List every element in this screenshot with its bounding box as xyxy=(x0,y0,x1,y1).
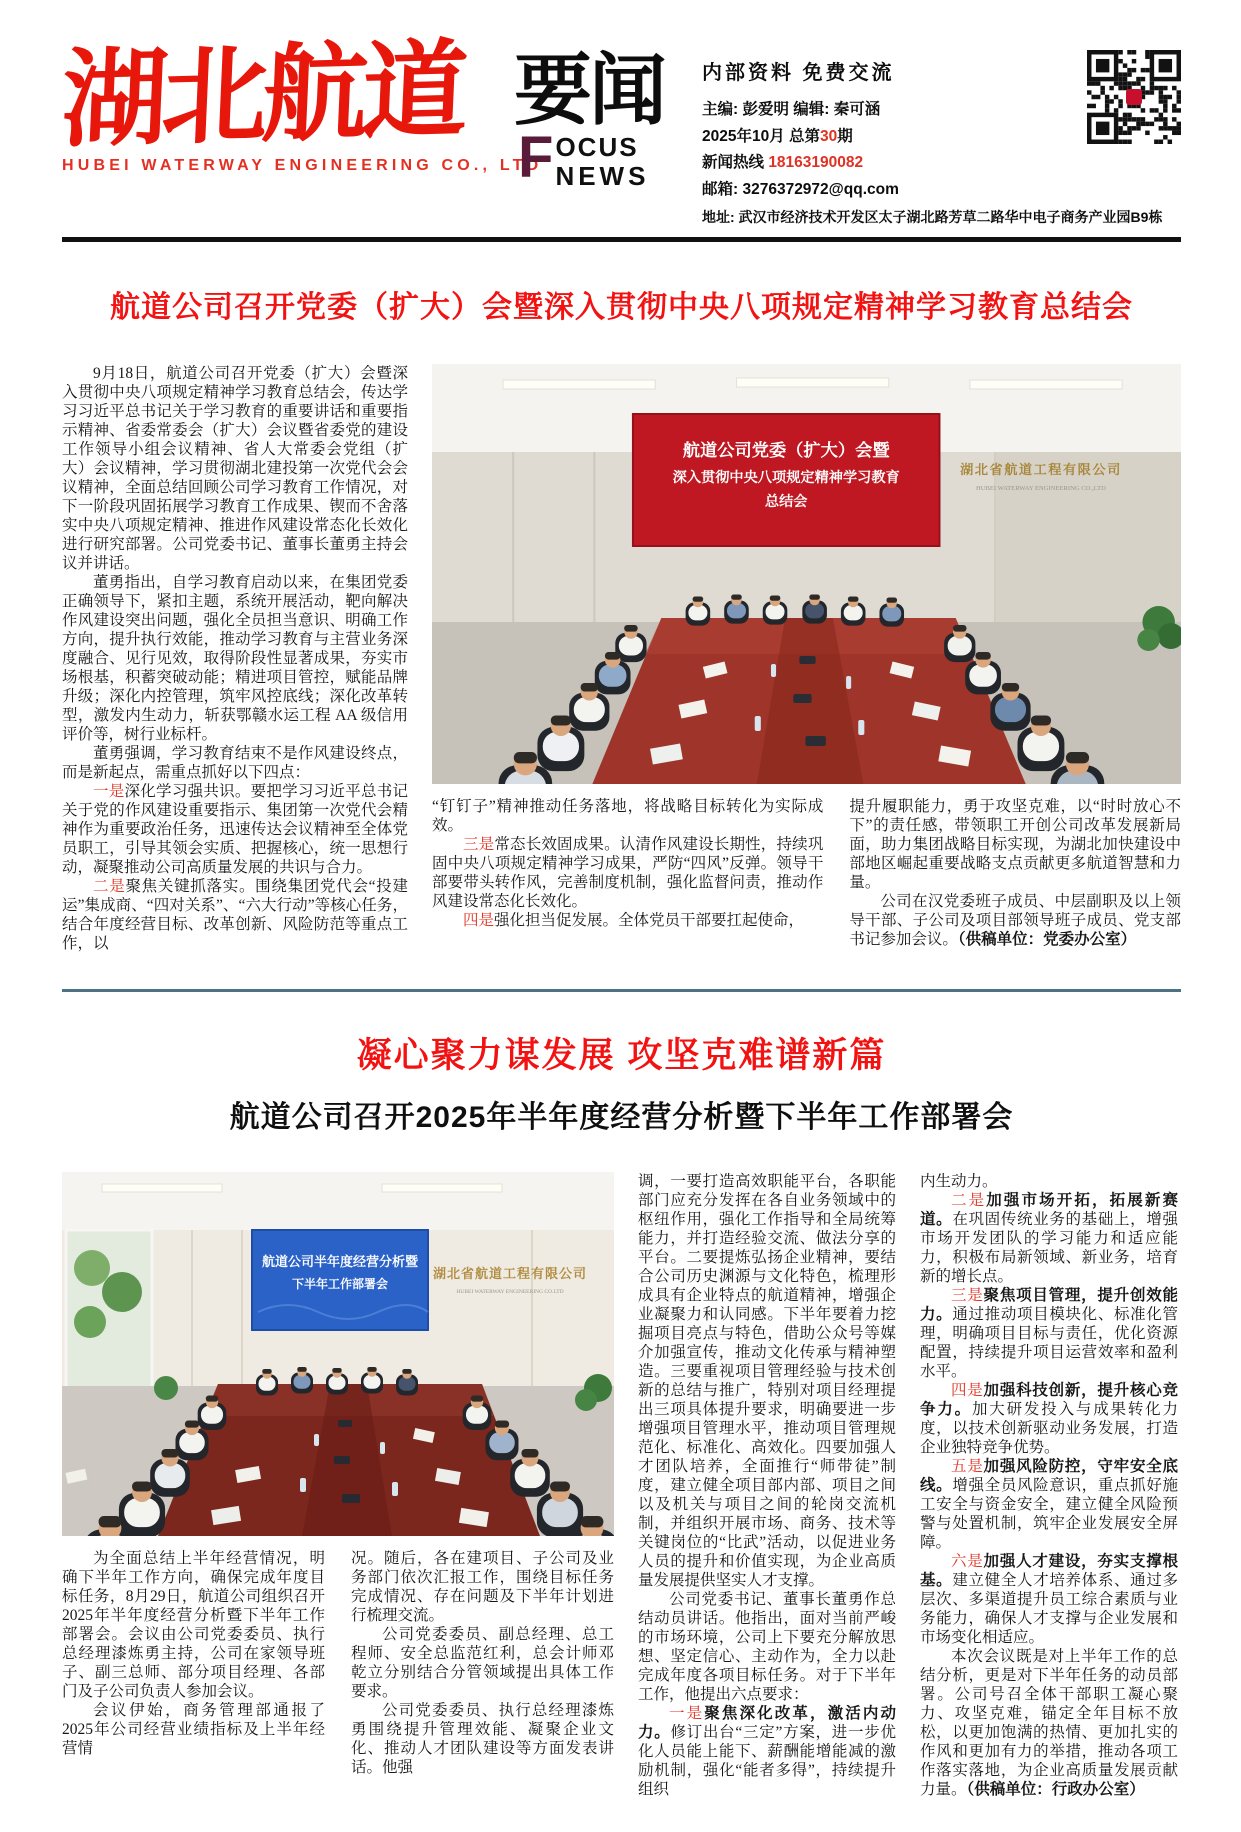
article2-headline: 航道公司召开2025年半年度经营分析暨下半年工作部署会 xyxy=(229,1100,1014,1134)
internal-notice: 内部资料 免费交流 xyxy=(702,62,895,84)
paragraph: 本次会议既是对上半年工作的总结分析，更是对下半年任务的动员部署。公司号召全体干部职工凝心聚力、攻坚克难，锚定全年目标不放松，以更加饱满的热情、更加扎实的作风和更加有力的举措，推动各项工作落实落地，为企业高质量发展贡献力量。（供稿单位：行政办公室） xyxy=(920,1647,1178,1798)
hotline-number: 18163190082 xyxy=(768,154,864,172)
issue-number: 30 xyxy=(820,127,838,145)
article2-column-2 xyxy=(351,1549,614,1777)
address-line: 地址: 武汉市经济技术开发区太子湖北路芳草二路华中电子商务产业园B9栋 xyxy=(702,208,1163,225)
article2-meeting-photo xyxy=(62,1172,614,1536)
paragraph: 会议伊始，商务管理部通报了2025年公司经营业绩指标及上半年经营情 xyxy=(62,1701,325,1757)
banner-line-2: 深入贯彻中央八项规定精神学习教育 xyxy=(672,469,900,486)
paragraph: 董勇指出，自学习教育启动以来，在集团党委正确领导下，紧扣主题，系统开展活动，靶向解决作风建设突出问题，强化全员担当意识、明确工作方向，提升执行效能，推动学习教育与主营业务深度融合、见行见效，取得阶段性显著成果，夯实市场根基，积蓄突破动能；精进项目管控，赋能品牌升级；深化内控管理，筑牢风控底线；深化改革转型，激发内生动力，斩获鄂赣水运工程 AA 级信用评价等，树行业标杆。 xyxy=(62,573,408,743)
paragraph: 五是加强风险防控，守牢安全底线。增强全员风险意识，重点抓好施工安全与资金安全，建立健全风险预警与处置机制，筑牢企业发展安全屏障。 xyxy=(920,1457,1178,1551)
article1-meeting-photo xyxy=(432,364,1181,784)
focus-news-wordmark xyxy=(518,125,684,191)
article1-headline: 航道公司召开党委（扩大）会暨深入贯彻中央八项规定精神学习教育总结会 xyxy=(110,290,1133,324)
editor-line xyxy=(702,97,1073,204)
paragraph: 内生动力。 xyxy=(920,1172,998,1190)
article1-column-2 xyxy=(432,797,823,949)
wall-company-name: 湖北省航道工程有限公司 xyxy=(432,1265,588,1281)
paragraph: 况。随后，各在建项目、子公司及业务部门依次汇报工作，围绕目标任务完成情况、存在问题及下半年计划进行梳理交流。 xyxy=(351,1549,614,1624)
logo-calligraphy: 湖北航道 xyxy=(59,32,465,161)
banner-line-1: 航道公司党委（扩大）会暨 xyxy=(682,440,890,460)
paragraph: 二是加强市场开拓，拓展新赛道。在巩固传统业务的基础上，增强市场开发团队的学习能力和适应能力，积极布局新领域、新业务，培育新的增长点。 xyxy=(920,1191,1178,1285)
newspaper-logo xyxy=(59,32,543,175)
paragraph: 董勇强调，学习教育结束不是作风建设终点，而是新起点，需重点抓好以下四点： xyxy=(62,744,408,781)
email-line: 邮箱: 3276372972@qq.com xyxy=(702,180,899,198)
section-banner xyxy=(514,47,684,191)
paragraph: 公司党委委员、执行总经理漆炼勇围绕提升管理效能、凝聚企业文化、推动人才团队建设等方面发表讲话。他强 xyxy=(351,1701,614,1776)
paragraph: 为全面总结上半年经营情况，明确下半年工作方向，确保完成年度目标任务，8月29日，航道公司组织召开2025年半年度经营分析暨下半年工作部署会。会议由公司党委委员、执行总经理漆炼勇主持，公司在家领导班子、副三总师、部分项目经理、各部门及子公司负责人参加会议。 xyxy=(62,1549,325,1700)
masthead-info xyxy=(702,56,1181,227)
paragraph: 公司党委书记、董事长董勇作总结动员讲话。他指出，面对当前严峻的市场环境，公司上下要充分解放思想、坚定信心、主动作为，全力以赴完成年度各项目标任务。对于下半年工作，他提出六点要求： xyxy=(638,1590,896,1703)
paragraph: 公司在汉党委班子成员、中层副职及以上领导干部、子公司及项目部领导班子成员、党支部书记参加会议。（供稿单位：党委办公室） xyxy=(849,892,1181,948)
focus-initial: F xyxy=(518,125,554,190)
qr-code xyxy=(1087,50,1181,144)
paragraph: 公司党委委员、副总经理、总工程师、安全总监范红利，总会计师邓乾立分别结合分管领域提出具体工作要求。 xyxy=(351,1625,614,1700)
paragraph: 四是强化担当促发展。全体党员干部要扛起使命， xyxy=(463,911,805,929)
ceiling xyxy=(62,1172,614,1234)
paragraph: 9月18日，航道公司召开党委（扩大）会暨深入贯彻中央八项规定精神学习教育总结会，传达学习习近平总书记关于学习教育的重要讲话和重要指示精神、省委常委会（扩大）会议暨省委党的建设工作领导小组会议精神、省人大常委会党组（扩大）会议精神，学习贯彻湖北建投第一次党代会会议精神，全面总结回顾公司学习教育工作情况，对下一阶段巩固拓展学习教育工作成果、锲而不舍落实中央八项规定精神、推进作风建设常态化长效化进行研究部署。公司党委书记、董事长董勇主持会议并讲话。 xyxy=(62,364,408,572)
article1-column-1 xyxy=(62,364,408,953)
paragraph: 三是常态长效固成果。认清作风建设长期性，持续巩固中央八项规定精神学习成果，严防“四风”反弹。领导干部要带头转作风，完善制度机制，强化监督问责，推动作风建设常态化长效化。 xyxy=(432,835,824,910)
paragraph: 一是深化学习强共识。要把学习习近平总书记关于党的作风建设重要指示、集团第一次党代会精神作为重要政治任务，迅速传达会议精神至全体党员职工，引导其领会实质、把握核心，统一思想行动，凝聚推动公司高质量发展的共识与合力。 xyxy=(62,782,408,876)
article2-column-1 xyxy=(62,1549,325,1777)
issue-line: 2025年10月 总第30期 xyxy=(702,127,853,145)
paragraph: “钉钉子”精神推动任务落地，将战略目标转化为实际成效。 xyxy=(432,797,824,834)
section-divider xyxy=(62,989,1181,992)
news-word: NEWS xyxy=(555,161,650,191)
wall-company-name-en: HUBEI WATERWAY ENGINEERING CO.LTD xyxy=(456,1288,564,1295)
masthead xyxy=(59,32,1181,227)
paragraph: 三是聚焦项目管理，提升创效能力。通过推动项目模块化、标准化管理，明确项目目标与责任，优化资源配置，持续提升项目运营效率和盈利水平。 xyxy=(920,1286,1178,1380)
banner-line-3: 总结会 xyxy=(764,493,808,510)
article2-kicker-headline: 凝心聚力谋发展 攻坚克难谱新篇 xyxy=(356,1035,887,1075)
editors: 主编: 彭爱明 编辑: 秦可涵 xyxy=(702,101,881,118)
paragraph: 提升履职能力，勇于攻坚克难，以“时时放心不下”的责任感，带领职工开创公司改革发展新局面，助力集团战略目标实现，为湖北加快建设中部地区崛起重要战略支点贡献更多航道智慧和力量。 xyxy=(849,797,1181,891)
hotline-line: 新闻热线 18163190082 xyxy=(702,154,864,172)
paragraph: 四是加强科技创新，提升核心竞争力。加大研发投入与成果转化力度，以技术创新驱动业务发展，打造企业独特竞争优势。 xyxy=(920,1381,1178,1456)
paragraph: 调，一要打造高效职能平台，各职能部门应充分发挥在各自业务领域中的枢纽作用，强化工作指导和全局统筹能力，并打造经验交流、做法分享的平台。二要提炼弘扬企业精神，要结合公司历史渊源与文化特色，梳理形成具有企业特点的航道精神，增强企业凝聚力和认同感。下半年要着力挖掘项目亮点与特色，借助公众号等媒介加强宣传，推动文化传承与精神塑造。三要重视项目管理经验与技术创新的总结与推广，特别对项目经理提出三项具体提升要求，明确要进一步增强项目管理水平，推动项目管理规范化、标准化、高效化。四要加强人才团队培养，全面推行“师带徒”制度，建立健全项目部内部、项目之间以及机关与项目之间的轮岗交流机制，并组织开展市场、商务、技术等关键岗位的“比武”活动，以促进业务人员的提升和价值实现，为企业高质量发展提供坚实人才支撑。 xyxy=(638,1172,896,1589)
masthead-rule xyxy=(62,237,1181,242)
article2-column-3 xyxy=(638,1172,896,1799)
paragraph: 一是聚焦深化改革，激活内动力。修订出台“三定”方案，进一步优化人员能上能下、薪酬能增能减的激励机制，强化“能者多得”，持续提升组织 xyxy=(638,1704,896,1798)
screen-line-2: 下半年工作部署会 xyxy=(291,1276,389,1291)
article1-column-3 xyxy=(849,797,1181,949)
article-1 xyxy=(62,282,1181,953)
paragraph: 六是加强人才建设，夯实支撑根基。建立健全人才培养体系、通过多层次、多渠道提升员工综合素质与业务能力，确保人才支撑与企业发展和市场变化相适应。 xyxy=(920,1552,1178,1646)
logo-english: HUBEI WATERWAY ENGINEERING CO., LTD xyxy=(62,156,543,174)
wall-company-name: 湖北省航道工程有限公司 xyxy=(960,461,1122,477)
wall-company-name-en: HUBEI WATERWAY ENGINEERING CO.,LTD xyxy=(976,484,1106,492)
article-2 xyxy=(62,1028,1181,1799)
screen-line-1: 航道公司半年度经营分析暨 xyxy=(261,1253,419,1269)
article2-column-4 xyxy=(920,1172,1178,1799)
paragraph: 二是聚焦关键抓落实。围绕集团党代会“投建运”集成商、“四对关系”、“六大行动”等核心任务，结合年度经营目标、改革创新、风险防范等重点工作，以 xyxy=(62,877,408,952)
section-title: 要闻 xyxy=(514,47,665,134)
focus-rest: OCUS xyxy=(555,132,639,162)
